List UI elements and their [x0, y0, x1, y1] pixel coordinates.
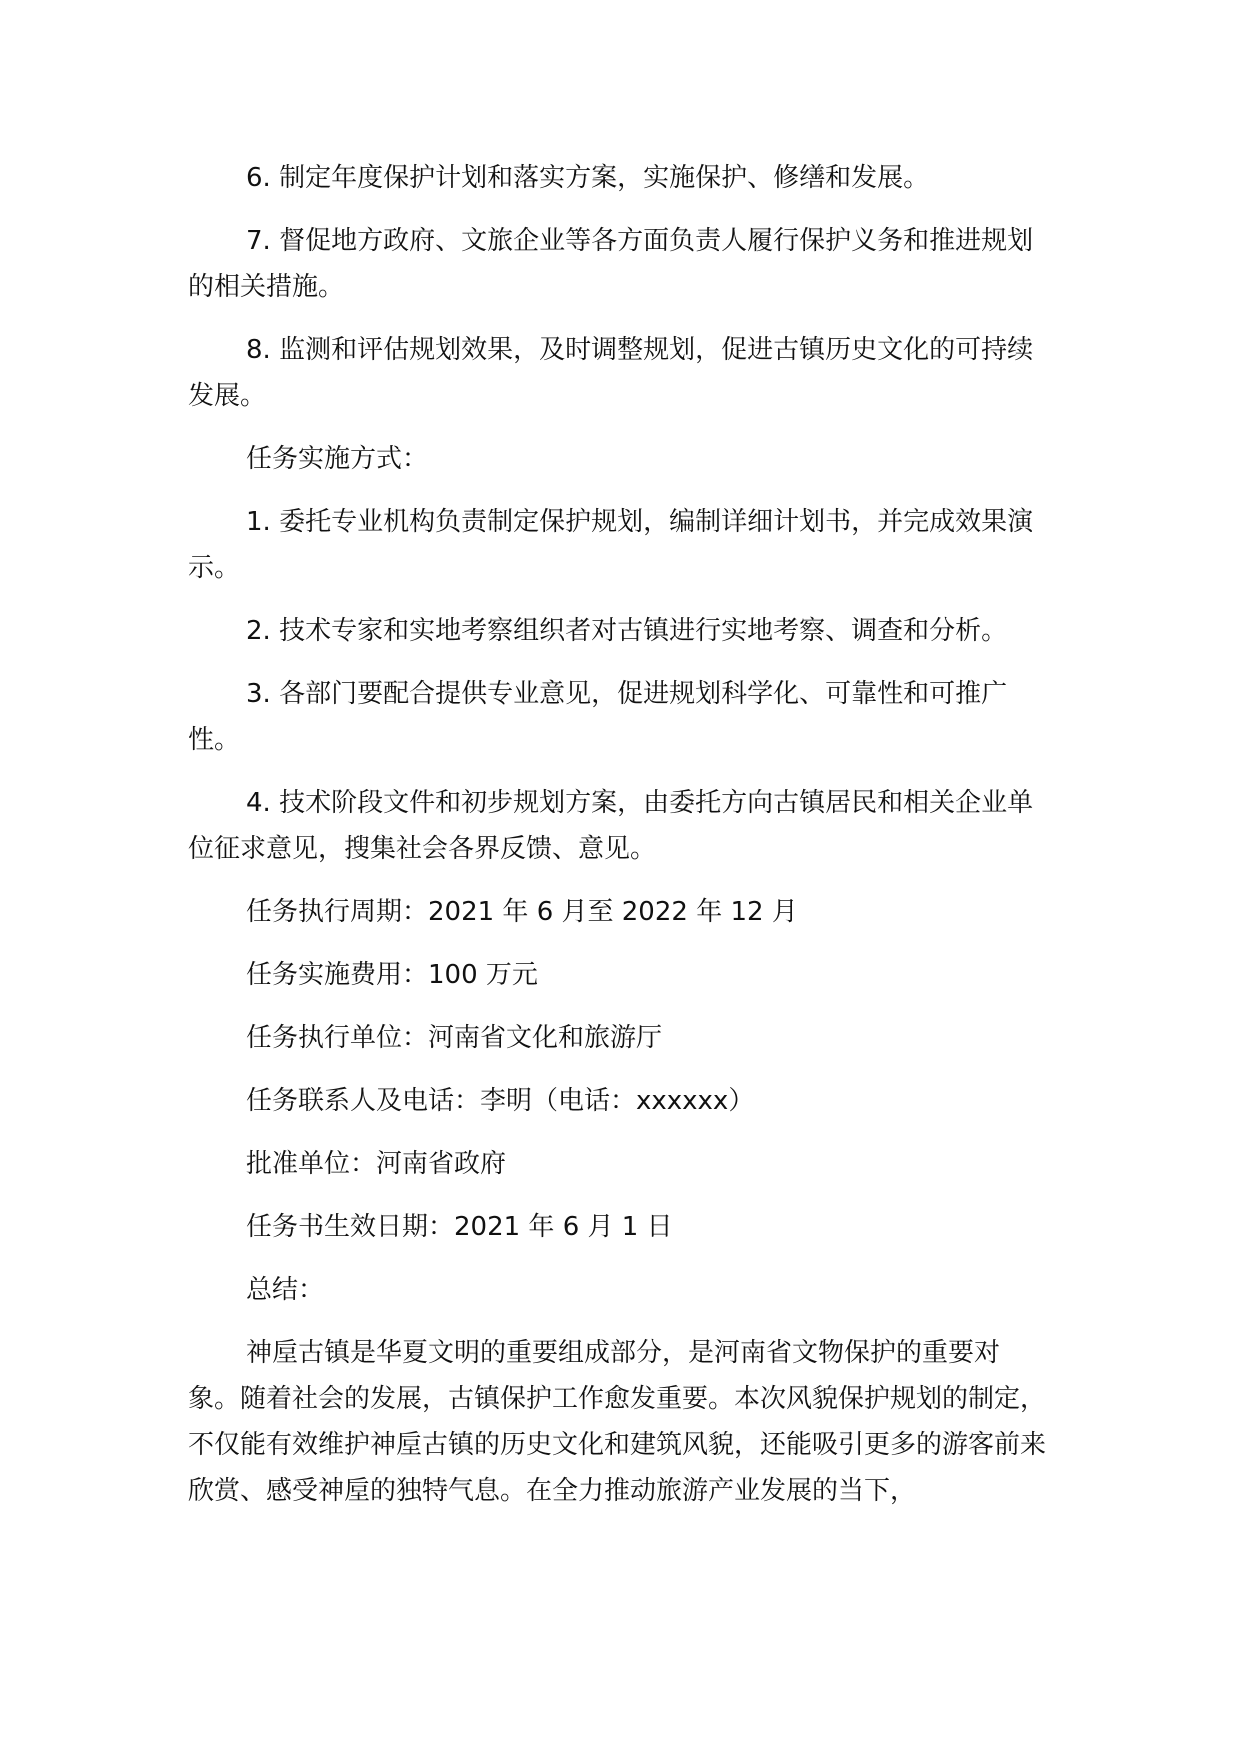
task-executor: 任务执行单位：河南省文化和旅游厅 [246, 1023, 663, 1053]
summary-heading: 总结： [246, 1275, 325, 1305]
implementation-item-2: 2. 技术专家和实地考察组织者对古镇进行实地考察、调查和分析。 [246, 616, 1008, 646]
list-item-8: 8. 监测和评估规划效果，及时调整规划，促进古镇历史文化的可持续发展。 [188, 335, 1034, 411]
implementation-item-1: 1. 委托专业机构负责制定保护规划，编制详细计划书，并完成效果演示。 [188, 507, 1034, 583]
task-cost: 任务实施费用：100 万元 [246, 960, 538, 990]
approval-unit: 批准单位：河南省政府 [246, 1149, 507, 1179]
task-period: 任务执行周期：2021 年 6 月至 2022 年 12 月 [246, 897, 798, 927]
task-contact: 任务联系人及电话：李明（电话：xxxxxx） [246, 1086, 755, 1116]
document-body [188, 155, 1048, 1531]
summary-paragraph: 神垕古镇是华夏文明的重要组成部分，是河南省文物保护的重要对象。随着社会的发展，古镇保护工作愈发重要。本次风貌保护规划的制定，不仅能有效维护神垕古镇的历史文化和建筑风貌，还能吸引更多的游客前来欣赏、感受神垕的独特气息。在全力推动旅游产业发展的当下， [188, 1338, 1047, 1506]
list-item-6: 6. 制定年度保护计划和落实方案，实施保护、修缮和发展。 [246, 163, 930, 193]
section-heading-implementation: 任务实施方式： [246, 444, 429, 474]
effective-date: 任务书生效日期：2021 年 6 月 1 日 [246, 1212, 673, 1242]
implementation-item-3: 3. 各部门要配合提供专业意见，促进规划科学化、可靠性和可推广性。 [188, 679, 1008, 755]
list-item-7: 7. 督促地方政府、文旅企业等各方面负责人履行保护义务和推进规划的相关措施。 [188, 226, 1034, 302]
implementation-item-4: 4. 技术阶段文件和初步规划方案，由委托方向古镇居民和相关企业单位征求意见，搜集社会各界反馈、意见。 [188, 788, 1034, 864]
